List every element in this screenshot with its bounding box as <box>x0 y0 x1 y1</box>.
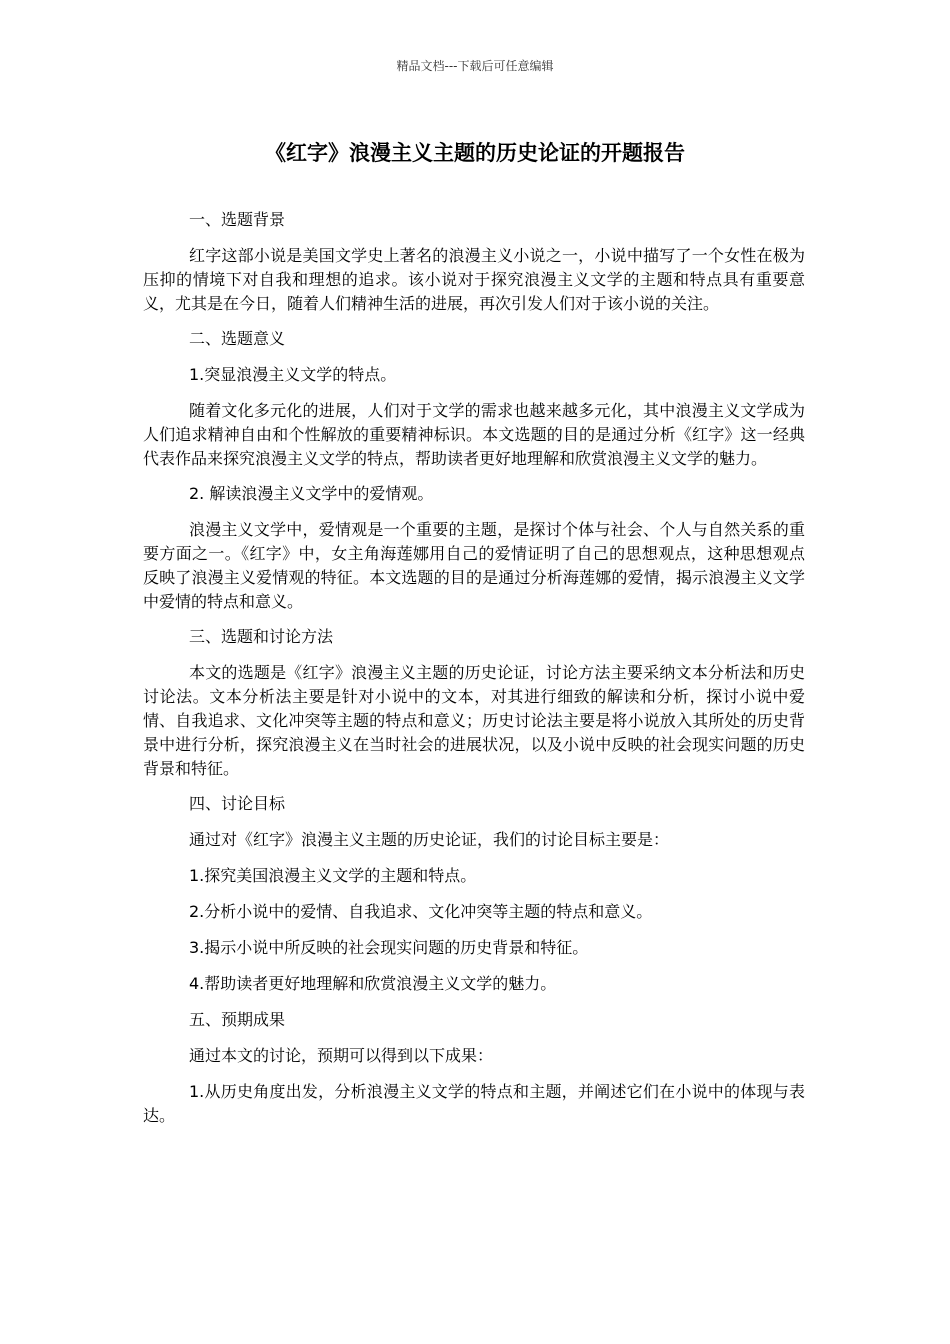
significance-point-2-title: 2. 解读浪漫主义文学中的爱情观。 <box>189 484 434 503</box>
goals-item-4: 4.帮助读者更好地理解和欣赏浪漫主义文学的魅力。 <box>189 974 557 993</box>
significance-point-1-text: 随着文化多元化的进展，人们对于文学的需求也越来越多元化，其中浪漫主义文学成为人们追求精神自由和个性解放的重要精神标识。本文选题的目的是通过分析《红字》这一经典代表作品来探究浪漫主义文学的特点，帮助读者更好地理解和欣赏浪漫主义文学的魅力。 <box>143 401 805 468</box>
results-item-1: 1.从历史角度出发，分析浪漫主义文学的特点和主题，并阐述它们在小说中的体现与表达。 <box>143 1082 805 1125</box>
goals-item-1: 1.探究美国浪漫主义文学的主题和特点。 <box>189 866 477 885</box>
results-intro: 通过本文的讨论，预期可以得到以下成果： <box>189 1046 494 1065</box>
significance-point-1-title: 1.突显浪漫主义文学的特点。 <box>189 365 397 384</box>
document-body <box>143 208 805 1139</box>
section-heading-significance: 二、选题意义 <box>189 329 286 348</box>
method-paragraph: 本文的选题是《红字》浪漫主义主题的历史论证，讨论方法主要采纳文本分析法和历史讨论法。文本分析法主要是针对小说中的文本，对其进行细致的解读和分析，探讨小说中爱情、自我追求、文化冲突等主题的特点和意义；历史讨论法主要是将小说放入其所处的历史背景中进行分析，探究浪漫主义在当时社会的进展状况，以及小说中反映的社会现实问题的历史背景和特征。 <box>143 663 805 778</box>
section-heading-results: 五、预期成果 <box>189 1010 286 1029</box>
section-heading-background: 一、选题背景 <box>189 210 286 229</box>
document-title: 《红字》浪漫主义主题的历史论证的开题报告 <box>265 141 685 165</box>
section-heading-method: 三、选题和讨论方法 <box>189 627 334 646</box>
page-header-text: 精品文档---下载后可任意编辑 <box>396 59 554 73</box>
significance-point-2-text: 浪漫主义文学中，爱情观是一个重要的主题，是探讨个体与社会、个人与自然关系的重要方面之一。《红字》中，女主角海莲娜用自己的爱情证明了自己的思想观点，这种思想观点反映了浪漫主义爱情观的特征。本文选题的目的是通过分析海莲娜的爱情，揭示浪漫主义文学中爱情的特点和意义。 <box>143 520 805 611</box>
goals-intro: 通过对《红字》浪漫主义主题的历史论证，我们的讨论目标主要是： <box>189 830 670 849</box>
background-paragraph: 红字这部小说是美国文学史上著名的浪漫主义小说之一，小说中描写了一个女性在极为压抑的情境下对自我和理想的追求。该小说对于探究浪漫主义文学的主题和特点具有重要意义，尤其是在今日，随着人们精神生活的进展，再次引发人们对于该小说的关注。 <box>143 246 805 313</box>
section-heading-goals: 四、讨论目标 <box>189 794 286 813</box>
goals-item-3: 3.揭示小说中所反映的社会现实问题的历史背景和特征。 <box>189 938 589 957</box>
goals-item-2: 2.分析小说中的爱情、自我追求、文化冲突等主题的特点和意义。 <box>189 902 653 921</box>
